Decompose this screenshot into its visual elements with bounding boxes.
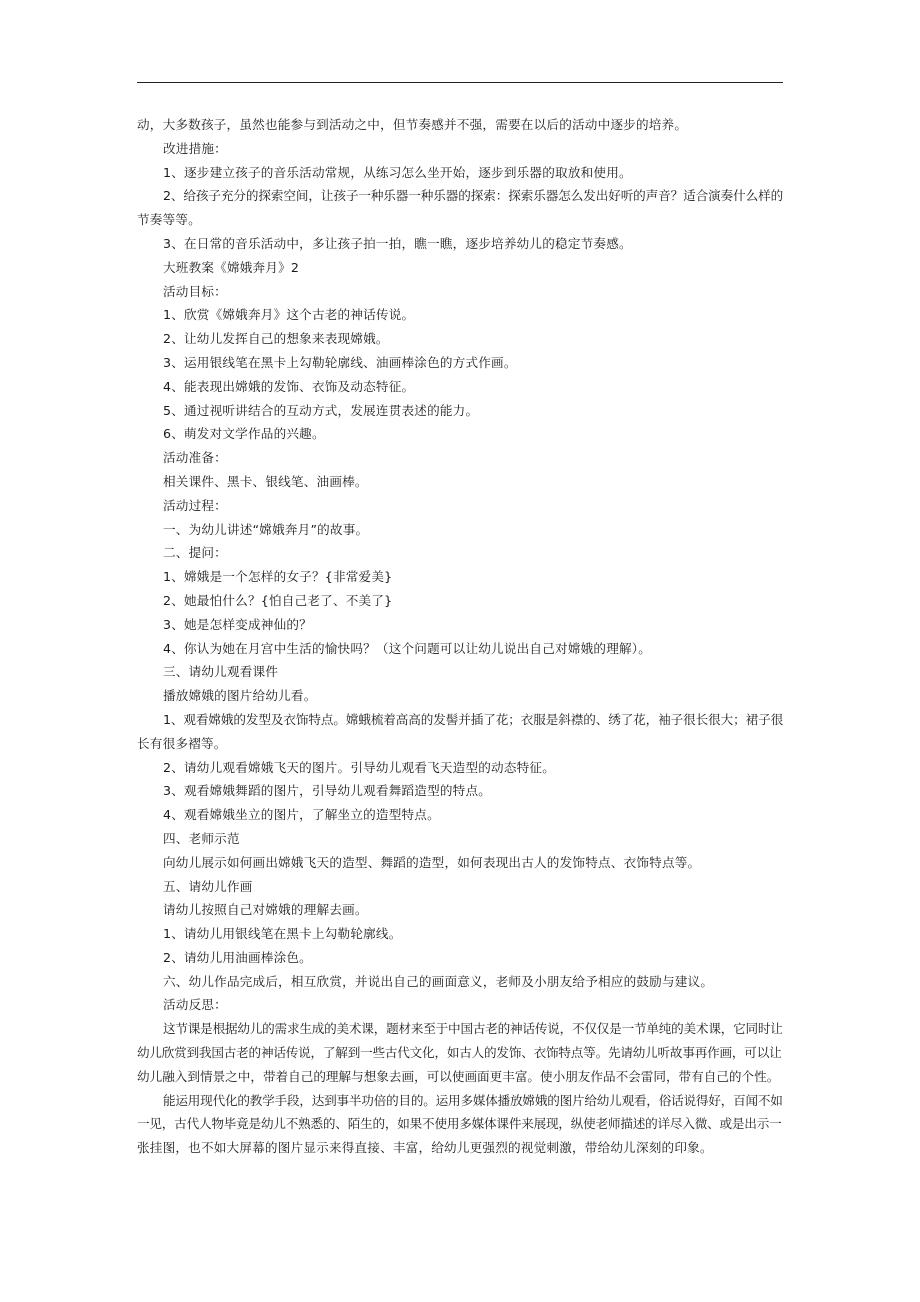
paragraph-line: 五、请幼儿作画 — [163, 878, 253, 894]
paragraph-line: 能运用现代化的教学手段，达到事半功倍的目的。运用多媒体播放嫦娥的图片给幼儿观看，俗话说得好，百闻不如 — [163, 1092, 783, 1108]
paragraph-line: 动，大多数孩子，虽然也能参与到活动之中，但节奏感并不强，需要在以后的活动中逐步的培养。 — [137, 117, 688, 132]
paragraph-line: 一、为幼儿讲述“嫦娥奔月”的故事。 — [163, 521, 369, 537]
paragraph-line: 3、她是怎样变成神仙的？ — [163, 616, 312, 632]
paragraph-line: 4、观看嫦娥坐立的图片，了解坐立的造型特点。 — [163, 807, 440, 823]
paragraph-line: 2、请幼儿用油画棒涂色。 — [163, 949, 312, 965]
paragraph-line: 3、在日常的音乐活动中，多让孩子拍一拍，瞧一瞧，逐步培养幼儿的稳定节奏感。 — [163, 235, 632, 251]
paragraph-line: 4、能表现出嫦娥的发饰、衣饰及动态特征。 — [163, 378, 415, 394]
paragraph-line: 相关课件、黑卡、银线笔、油画棒。 — [163, 473, 368, 489]
header-rule — [137, 82, 783, 83]
paragraph-line: 向幼儿展示如何画出嫦娥飞天的造型、舞蹈的造型，如何表现出古人的发饰特点、衣饰特点等。 — [163, 854, 701, 870]
paragraph-line: 活动目标： — [163, 283, 227, 299]
paragraph-line: 1、嫦娥是一个怎样的女子？{非常爱美} — [163, 569, 393, 585]
paragraph-line: 一见，古代人物毕竟是幼儿不熟悉的、陌生的，如果不使用多媒体课件来展现，纵使老师描述的详尽入微、或是出示一 — [137, 1116, 782, 1132]
paragraph-line: 大班教案《嫦娥奔月》2 — [163, 259, 300, 275]
paragraph-line: 活动过程： — [163, 497, 227, 513]
paragraph-line: 2、她最怕什么？{怕自己老了、不美了} — [163, 592, 393, 608]
paragraph-line: 这节课是根据幼儿的需求生成的美术课，题材来至于中国古老的神话传说，不仅仅是一节单纯的美术课，它同时让 — [163, 1021, 783, 1037]
paragraph-line: 幼儿融入到情景之中，带着自己的理解与想象去画，可以使画面更丰富。使小朋友作品不会雷同，带有自己的个性。 — [137, 1068, 780, 1084]
paragraph-line: 四、老师示范 — [163, 830, 240, 846]
paragraph-line: 3、观看嫦娥舞蹈的图片，引导幼儿观看舞蹈造型的特点。 — [163, 783, 492, 799]
paragraph-line: 6、萌发对文学作品的兴趣。 — [163, 426, 325, 442]
document-body — [137, 113, 783, 1160]
paragraph-line: 5、通过视听讲结合的互动方式，发展连贯表述的能力。 — [163, 402, 479, 418]
paragraph-line: 张挂图，也不如大屏幕的图片显示来得直接、丰富，给幼儿更强烈的视觉刺激，带给幼儿深刻的印象。 — [137, 1140, 713, 1156]
paragraph-line: 请幼儿按照自己对嫦娥的理解去画。 — [163, 902, 368, 918]
paragraph-line: 三、请幼儿观看课件 — [163, 664, 279, 680]
paragraph-line: 六、幼儿作品完成后，相互欣赏，并说出自己的画面意义，老师及小朋友给予相应的鼓励与建议。 — [163, 973, 714, 989]
paragraph-line: 2、让幼儿发挥自己的想象来表现嫦娥。 — [163, 331, 389, 347]
paragraph-line: 1、欣赏《嫦娥奔月》这个古老的神话传说。 — [163, 307, 415, 323]
paragraph-line: 节奏等等。 — [137, 212, 201, 228]
paragraph-line: 1、逐步建立孩子的音乐活动常规，从练习怎么坐开始，逐步到乐器的取放和使用。 — [163, 164, 632, 180]
paragraph-line: 二、提问： — [163, 545, 227, 561]
paragraph-line: 1、观看嫦娥的发型及衣饰特点。嫦蛾梳着高高的发髻并插了花；衣服是斜襟的、绣了花，袖子很长很大；裙子很 — [163, 711, 784, 727]
paragraph-line: 2、给孩子充分的探索空间，让孩子一种乐器一种乐器的探索：探索乐器怎么发出好听的声音？适合演奏什么样的 — [163, 188, 784, 204]
paragraph-line: 2、请幼儿观看嫦娥飞天的图片。引导幼儿观看飞天造型的动态特征。 — [163, 759, 556, 775]
paragraph-line: 播放嫦娥的图片给幼儿看。 — [163, 688, 317, 704]
paragraph-line: 活动反思： — [163, 997, 227, 1013]
paragraph-line: 改进措施： — [163, 140, 227, 156]
paragraph-line: 活动准备： — [163, 450, 227, 466]
paragraph-line: 3、运用银线笔在黑卡上勾勒轮廓线、油画棒涂色的方式作画。 — [163, 354, 517, 370]
paragraph-line: 幼儿欣赏到我国古老的神话传说，了解到一些古代文化，如古人的发饰、衣饰特点等。先请幼儿听故事再作画，可以让 — [137, 1045, 782, 1061]
paragraph-line: 4、你认为她在月宫中生活的愉快吗？（这个问题可以让幼儿说出自己对嫦娥的理解）。 — [163, 640, 652, 656]
paragraph-line: 长有很多褶等。 — [137, 735, 227, 751]
paragraph-line: 1、请幼儿用银线笔在黑卡上勾勒轮廓线。 — [163, 926, 402, 942]
